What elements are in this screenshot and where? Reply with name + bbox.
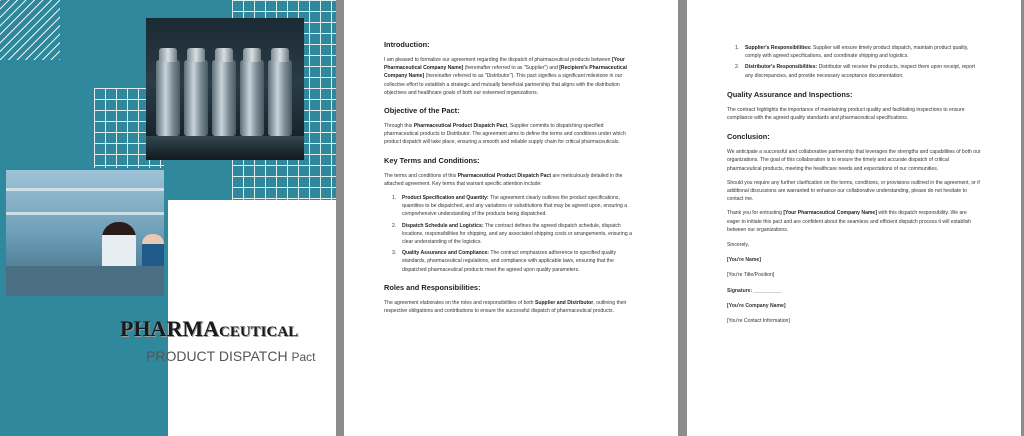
cover-title-small: CEUTICAL — [218, 324, 299, 340]
list-item-title: Distributor's Responsibilities: — [745, 64, 818, 71]
intro-recipient-placeholder: [Recipient's Pharmaceutical Company Name] — [384, 65, 627, 80]
vial — [184, 60, 208, 136]
list-number: 2. — [392, 222, 397, 229]
quality-paragraph: The contract highlights the importance of maintaining product quality and facilitating inspections to ensure compliance with the agreed quality standards and pharmaceutical specifications. — [727, 106, 965, 122]
heading-key-terms: Key Terms and Conditions: — [384, 155, 480, 165]
roles-paragraph — [384, 299, 638, 315]
list-item — [727, 63, 981, 79]
roles-list — [727, 44, 981, 80]
list-item-text: Supplier will ensure timely product dispatch, maintain product quality, comply with agreed specifications, and coordinate shipping and logistics. — [745, 45, 969, 60]
signoff-company: [You're Company Name] — [727, 302, 786, 309]
cover-subtitle-pact: Pact — [291, 350, 316, 364]
signoff-name: [You're Name] — [727, 257, 761, 264]
list-item-title: Supplier's Responsibilities: — [745, 45, 812, 51]
conclusion-text-1: Thank you for entrusting — [727, 210, 782, 217]
cover-subtitle-text: PRODUCT DISPATCH — [146, 348, 288, 364]
objective-text-1: Through this — [384, 123, 413, 130]
cover-title — [120, 318, 336, 340]
list-item-text: Distributor will receive the products, inspect them upon receipt, report any discrepancies, and provide necessary acceptance documentation. — [745, 64, 975, 79]
vial — [156, 60, 180, 136]
list-item — [384, 249, 638, 274]
key-terms-paragraph — [384, 172, 638, 188]
intro-text-1: I am pleased to formalize our agreement regarding the dispatch of pharmaceutical products between — [384, 57, 611, 63]
intro-supplier-placeholder: [Your Pharmaceutical Company Name] — [384, 57, 625, 72]
list-item-text: The agreement clearly outlines the product specifications, quantities to be dispatched, and any variations or substitutions that may be agreed upon, ensuring a comprehensive understanding of the products being dispatched. — [402, 195, 628, 218]
list-number: 2. — [735, 64, 740, 71]
list-item-title: Product Specification and Quantity: — [402, 195, 489, 202]
key-terms-list — [384, 194, 638, 274]
list-number: 1. — [392, 195, 397, 202]
conclusion-text-2: with this dispatch responsibility. We are eager to initiate this pact and are confident about the seamless and efficient dispatch process it will establish between our organizations. — [727, 210, 971, 233]
intro-text-2: (hereinafter referred to as "Supplier") and — [464, 65, 558, 72]
roles-text-1: The agreement elaborates on the roles and responsibilities of both — [384, 299, 534, 306]
diagonal-lines-pattern — [0, 0, 60, 60]
list-item-title: Dispatch Schedule and Logistics: — [402, 222, 484, 229]
heading-quality: Quality Assurance and Inspections: — [727, 89, 853, 99]
roles-text-2: , outlining their respective obligations and contributions to ensure the successful dispatch of pharmaceutical products. — [384, 299, 627, 315]
key-terms-text-2: are meticulously detailed in the attached agreement. Key terms that warrant specific attention include: — [384, 172, 623, 187]
list-number: 3. — [392, 250, 397, 257]
heading-roles: Roles and Responsibilities: — [384, 282, 481, 292]
list-number: 1. — [735, 45, 740, 51]
cover-title-big: PHARMA — [120, 316, 219, 341]
list-item — [384, 194, 638, 219]
page-3 — [687, 0, 1021, 436]
vial — [240, 60, 264, 136]
objective-text-2: , Supplier commits to dispatching specified pharmaceutical products to Distributor. The agreement aims to define the terms and conditions under which product dispatch will take place, ensuring a smooth and reliable supply chain for critical pharmaceuticals. — [384, 123, 626, 146]
key-terms-text-1: The terms and conditions of this — [384, 172, 457, 179]
cover-page — [0, 0, 336, 436]
key-terms-pact-name: Pharmaceutical Product Dispatch Pact — [457, 172, 552, 179]
objective-pact-name: Pharmaceutical Product Dispatch Pact — [413, 123, 508, 130]
signoff-contact: [You're Contact Information] — [727, 318, 790, 325]
conclusion-company-placeholder: [Your Pharmaceutical Company Name] — [783, 210, 877, 217]
roles-parties: Supplier and Distributor — [534, 299, 594, 306]
list-item — [384, 222, 638, 247]
page-2-content — [344, 0, 678, 315]
page-2 — [344, 0, 678, 436]
laboratory-scientist-photo — [6, 170, 164, 296]
heading-conclusion: Conclusion: — [727, 132, 770, 142]
conclusion-paragraph-3 — [727, 209, 981, 234]
lab-shelf — [6, 212, 164, 215]
medicine-vials-photo — [146, 18, 304, 160]
vial-reflection — [146, 136, 304, 160]
list-item-text: The contract emphasizes adherence to specified quality standards, pharmaceutical regulations, and compliance with applicable laws, ensuring that the dispatched pharmaceutical products meet the agreed upon quality parameters. — [402, 250, 617, 273]
conclusion-paragraph-2: Should you require any further clarification on the terms, conditions, or provisions outlined in the agreement, or if additional discussions are warranted to enhance our collaborative understanding, please do not hesitate to contact me. — [727, 179, 980, 203]
introduction-paragraph — [384, 56, 638, 97]
vial — [212, 60, 236, 136]
signoff-title: [You're Title/Position] — [727, 272, 775, 279]
intro-text-3: (hereinafter referred to as "Distributor"). This pact signifies a significant milestone in our collective effort to establish a strategic and mutually beneficial partnership that aligns with the distribution objectives and healthcare goals of both our esteemed organizations. — [384, 73, 623, 96]
list-item-text: The contract defines the agreed dispatch schedule, dispatch locations, responsibilities for shipping, and any associated shipping costs or arrangements, ensuring a clear understanding of the logistics. — [402, 222, 632, 246]
vial — [268, 60, 292, 136]
cover-subtitle — [146, 348, 315, 364]
heading-objective: Objective of the Pact: — [384, 106, 460, 116]
signoff-sincerely: Sincerely, — [727, 242, 749, 249]
objective-paragraph — [384, 122, 638, 147]
heading-introduction: Introduction: — [384, 40, 430, 49]
list-item-title: Quality Assurance and Compliance: — [402, 250, 489, 257]
lab-bench — [6, 266, 164, 296]
signoff-signature: Signature: __________ — [727, 287, 782, 294]
lab-shelf — [6, 188, 164, 191]
conclusion-paragraph-1: We anticipate a successful and collaborative partnership that leverages the strengths and capabilities of both our organizations. The goal of this collaboration is to ensure the timely and accurate dispatch of critical pharmaceutical products, meeting the healthcare needs and expectations of our communities. — [727, 149, 981, 172]
page-3-content — [687, 0, 1021, 325]
list-item — [727, 44, 981, 60]
